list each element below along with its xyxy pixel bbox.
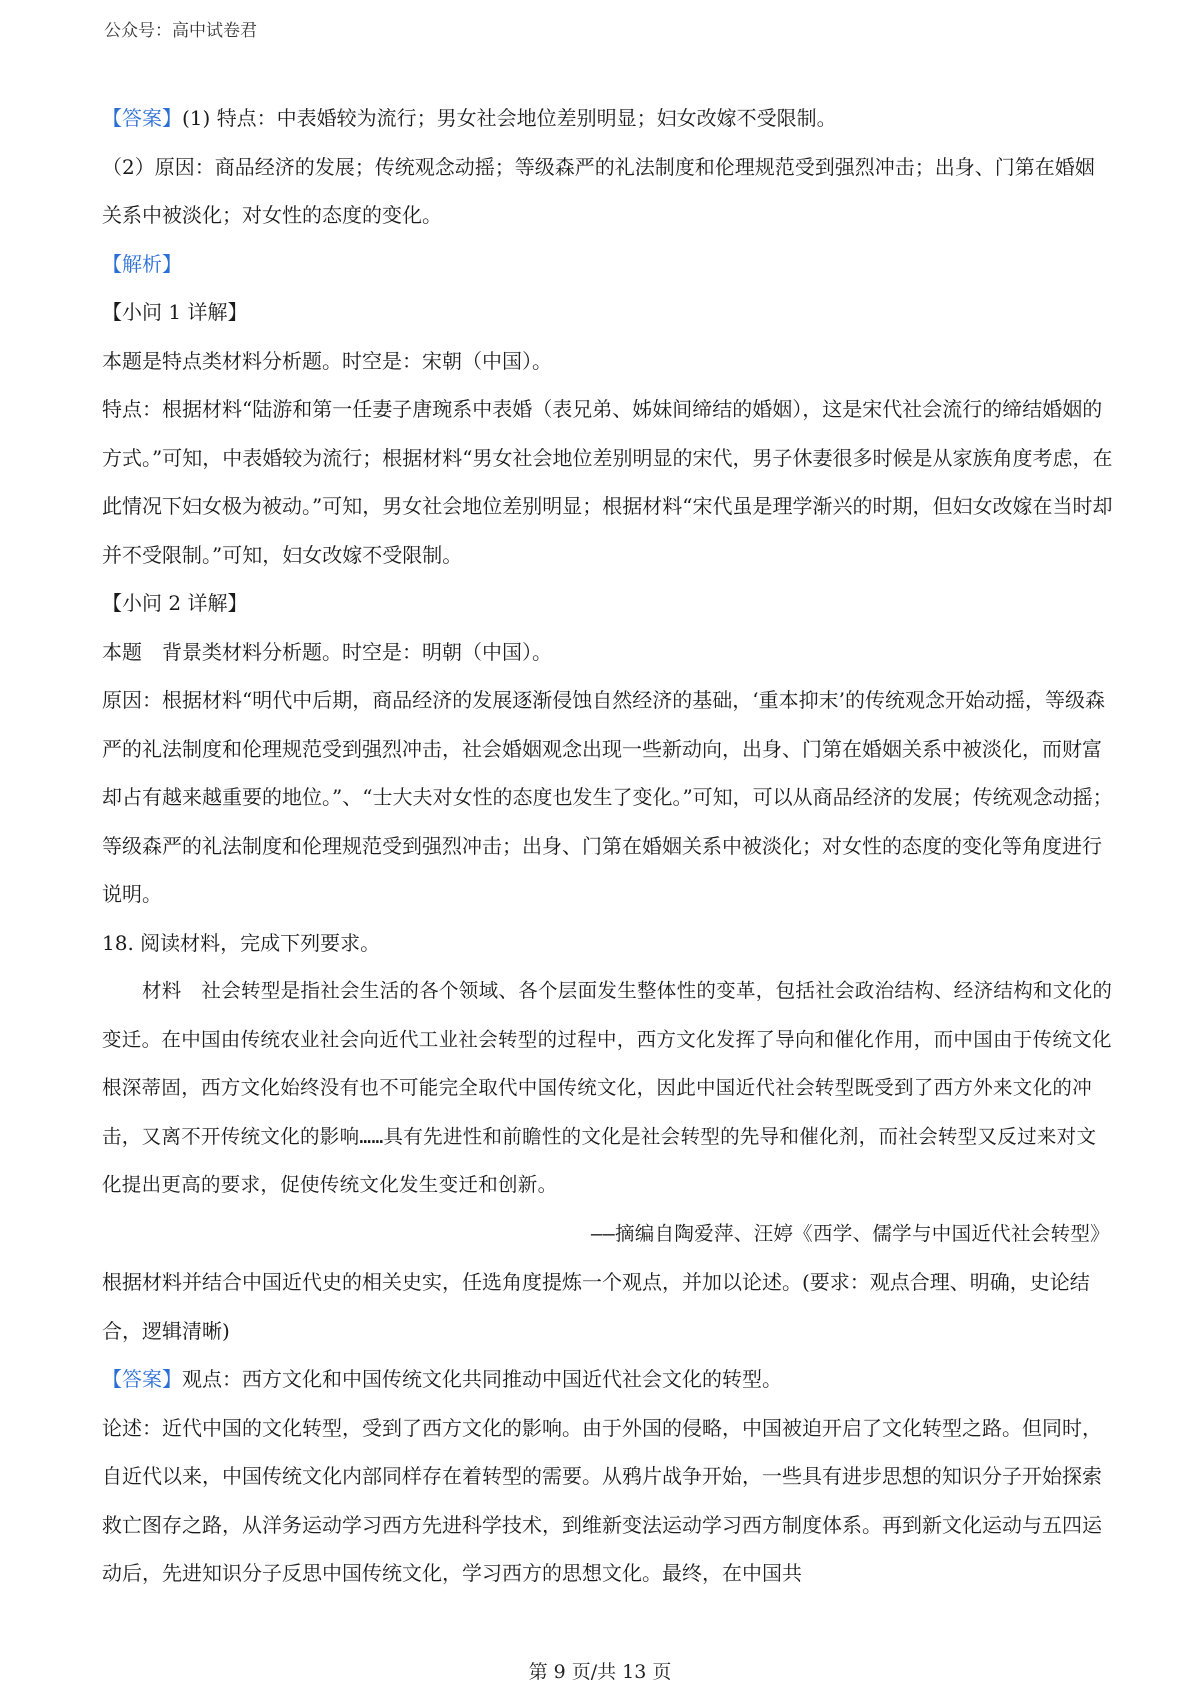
sub2-title: 【小问 2 详解】 [102,591,248,615]
q17-answer-1: (1) 特点：中表婚较为流行；男女社会地位差别明显；妇女改嫁不受限制。 [182,106,837,130]
q17-answer-line-1 [102,94,1114,143]
page-header: 公众号：高中试卷君 [104,21,257,41]
answer-tag: 【答案】 [102,106,182,130]
q18-stem: 18. 阅读材料，完成下列要求。 [102,930,381,955]
sub2-intro: 本题 背景类材料分析题。时空是：明朝（中国）。 [102,639,552,664]
sub1-body: 特点：根据材料“陆游和第一任妻子唐琬系中表婚（表兄弟、姊妹间缔结的婚姻），这是宋代社会流行的缔结婚姻的方式。”可知，中表婚较为流行；根据材料“男女社会地位差别明显的宋代，男子休妻很多时候是从家族角度考虑，在此情况下妇女极为被动。”可知，男女社会地位差别明显；根据材料“宋代虽是理学渐兴的时期，但妇女改嫁在当时却并不受限制。”可知，妇女改嫁不受限制。 [102,397,1113,567]
q18-answer-argument: 论述：近代中国的文化转型，受到了西方文化的影响。由于外国的侵略，中国被迫开启了文化转型之路。但同时，自近代以来，中国传统文化内部同样存在着转型的需要。从鸦片战争开始，一些具有进步思想的知识分子开始探索救亡图存之路，从洋务运动学习西方先进科学技术，到维新变法运动学习西方制度体系。再到新文化运动与五四运动后，先进知识分子反思中国传统文化，学习西方的思想文化。最终，在中国共 [102,1415,1102,1585]
q18-question: 根据材料并结合中国近代史的相关史实，任选角度提炼一个观点，并加以论述。(要求：观点合理、明确，史论结合，逻辑清晰) [102,1270,1090,1343]
q17-answer-2: （2）原因：商品经济的发展；传统观念动摇；等级森严的礼法制度和伦理规范受到强烈冲击；出身、门第在婚姻关系中被淡化；对女性的态度的变化。 [102,154,1095,227]
sub1-title: 【小问 1 详解】 [102,300,248,324]
analysis-tag: 【解析】 [102,251,182,276]
answer-tag: 【答案】 [102,1367,182,1391]
q18-source: ——摘编自陶爱萍、汪婷《西学、儒学与中国近代社会转型》 [590,1221,1110,1245]
q18-material: 材料 社会转型是指社会生活的各个领域、各个层面发生整体性的变革，包括社会政治结构、经济结构和文化的变迁。在中国由传统农业社会向近代工业社会转型的过程中，西方文化发挥了导向和催化作用，而中国由于传统文化根深蒂固，西方文化始终没有也不可能完全取代中国传统文化，因此中国近代社会转型既受到了西方外来文化的冲击，又离不开传统文化的影响……具有先进性和前瞻性的文化是社会转型的先导和催化剂，而社会转型又反过来对文化提出更高的要求，促使传统文化发生变迁和创新。 [102,979,1113,1196]
sub2-body: 原因：根据材料“明代中后期，商品经济的发展逐渐侵蚀自然经济的基础，‘重本抑末’的传统观念开始动摇，等级森严的礼法制度和伦理规范受到强烈冲击，社会婚姻观念出现一些新动向，出身、门第在婚姻关系中被淡化，而财富却占有越来越重要的地位。”、“士大夫对女性的态度也发生了变化。”可知，可以从商品经济的发展；传统观念动摇；等级森严的礼法制度和伦理规范受到强烈冲击；出身、门第在婚姻关系中被淡化；对女性的态度的变化等角度进行说明。 [102,688,1113,906]
sub1-intro: 本题是特点类材料分析题。时空是：宋朝（中国）。 [102,348,552,373]
q18-answer-line [102,1355,1114,1404]
q18-answer-view: 观点：西方文化和中国传统文化共同推动中国近代社会文化的转型。 [182,1367,782,1391]
page-footer: 第 9 页/共 13 页 [528,1661,672,1683]
document-body [102,94,1114,1598]
